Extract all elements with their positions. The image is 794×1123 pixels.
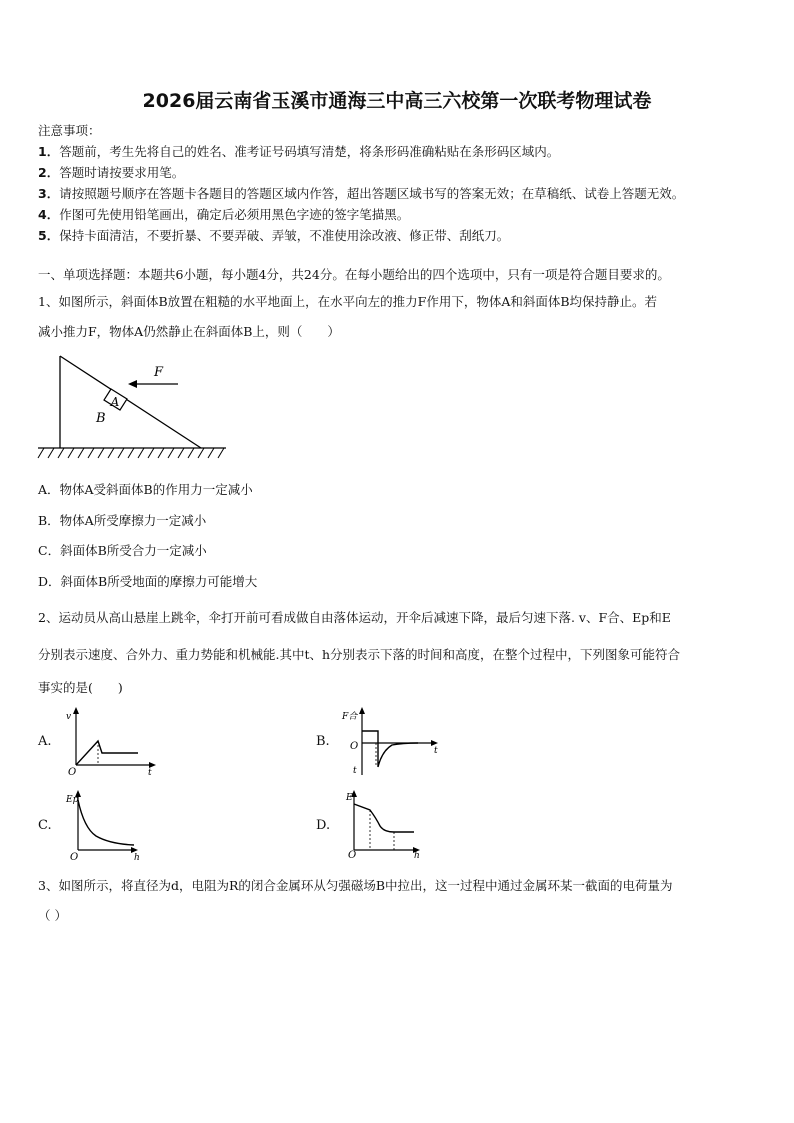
- origin-label: O: [70, 852, 79, 860]
- axis-label: E: [346, 793, 353, 803]
- notice-item: 3．请按照题号顺序在答题卡各题目的答题区域内作答，超出答题区域书写的答案无效；在草稿纸、试卷上答题无效。: [38, 186, 685, 201]
- q2-stem-line2: 分别表示速度、合外力、重力势能和机械能.其中t、h分别表示下落的时间和高度，在整个过程中，下列图象可能符合: [38, 647, 681, 662]
- graph-d-label: D.: [316, 818, 331, 833]
- graph-c-label: C.: [38, 818, 52, 833]
- axis-label: h: [134, 853, 140, 860]
- q1-stem-line2: 减小推力F，物体A仍然静止在斜面体B上，则（ ）: [38, 324, 340, 339]
- notice-item: 1．答题前，考生先将自己的姓名、准考证号码填写清楚，将条形码准确粘贴在条形码区域内。: [38, 144, 560, 159]
- q1-option-a: A．物体A受斜面体B的作用力一定减小: [38, 482, 253, 497]
- q1-option-b: B．物体A所受摩擦力一定减小: [38, 513, 207, 528]
- origin-label: O: [350, 741, 359, 752]
- graph-b: [338, 705, 448, 777]
- notice-item: 5．保持卡面清洁，不要折暴、不要弄破、弄皱，不准使用涂改液、修正带、刮纸刀。: [38, 228, 510, 243]
- axis-label: v: [66, 712, 72, 722]
- q3-stem-line1: 3、如图所示，将直径为d，电阻为R的闭合金属环从匀强磁场B中拉出，这一过程中通过金属环某一截面的电荷量为: [38, 878, 673, 893]
- origin-label: O: [68, 767, 77, 775]
- force-f-label: F: [154, 365, 164, 380]
- q3-stem-line2: （ ）: [38, 908, 67, 923]
- q1-option-c: C．斜面体B所受合力一定减小: [38, 543, 207, 558]
- graph-c: [62, 788, 162, 860]
- notice-heading: 注意事项：: [38, 123, 101, 138]
- q1-option-d: D．斜面体B所受地面的摩擦力可能增大: [38, 574, 258, 589]
- block-a-label: A: [110, 395, 120, 409]
- axis-label: t: [434, 746, 438, 756]
- axis-label: Ep: [66, 795, 79, 805]
- axis-label: t: [353, 766, 357, 776]
- graph-b-label: B.: [316, 734, 330, 749]
- arrowhead-icon: [128, 380, 137, 388]
- axis-label: h: [414, 851, 420, 860]
- graph-d: [342, 788, 432, 860]
- incline-b-label: B: [96, 411, 106, 426]
- q1-stem-line1: 1、如图所示，斜面体B放置在粗糙的水平地面上，在水平向左的推力F作用下，物体A和斜面体B均保持静止。若: [38, 294, 658, 309]
- q2-stem-line3: 事实的是( ): [38, 680, 123, 695]
- section-heading: 一、单项选择题：本题共6小题，每小题4分，共24分。在每小题给出的四个选项中，只有一项是符合题目要求的。: [38, 267, 670, 282]
- q2-stem-line1: 2、运动员从高山悬崖上跳伞，伞打开前可看成做自由落体运动，开伞后减速下降，最后匀速下落. v、F合、Ep和E: [38, 610, 671, 625]
- graph-a: [62, 705, 162, 775]
- notice-item: 4．作图可先使用铅笔画出，确定后必须用黑色字迹的签字笔描黑。: [38, 207, 410, 222]
- axis-label: t: [148, 768, 152, 775]
- graph-a-label: A.: [38, 734, 52, 749]
- page-title: 2026届云南省玉溪市通海三中高三六校第一次联考物理试卷: [142, 90, 652, 112]
- axis-label: F合: [342, 712, 358, 722]
- notice-item: 2．答题时请按要求用笔。: [38, 165, 185, 180]
- origin-label: O: [348, 850, 357, 860]
- q1-incline-figure: [36, 350, 236, 465]
